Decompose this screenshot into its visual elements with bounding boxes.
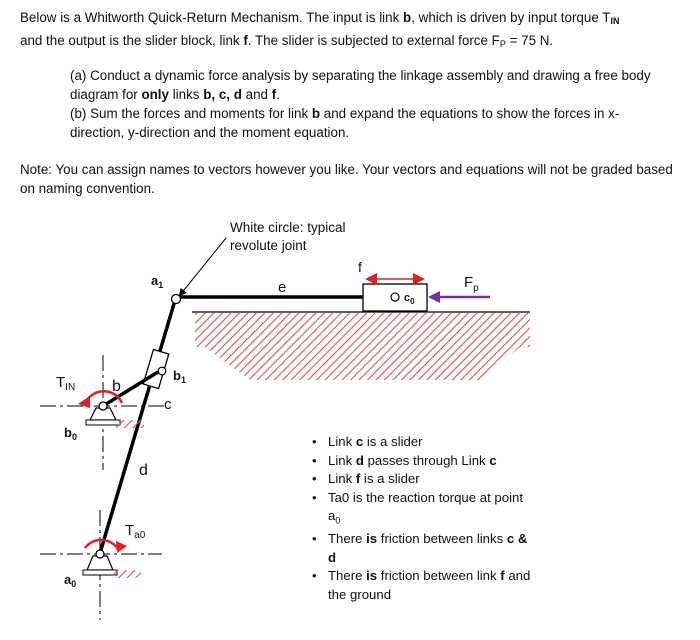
joint-a1	[172, 295, 181, 304]
a0-ground-hatch	[113, 570, 141, 578]
label-c0: $c_0$	[404, 292, 415, 306]
intro-line-2: and the output is the slider block, link f. The slider is subjected to external force $F_P = 75$ N.	[20, 33, 554, 49]
a0-pivot-foot	[83, 570, 117, 575]
ground-hatch	[195, 313, 530, 347]
label-a1: $a_1$	[151, 273, 164, 290]
note-item: • Link d passes through Link c	[312, 452, 532, 471]
label-b: b	[112, 378, 121, 395]
label-c: c	[164, 396, 172, 413]
label-f: f	[358, 259, 362, 275]
intro-line-1: Below is a Whitworth Quick-Return Mechanism. The input is link b, which is driven by input torque $T_{IN}$	[20, 10, 620, 26]
note-item: • Link c is a slider	[312, 433, 532, 452]
force-fp-arrowhead	[428, 291, 440, 303]
torque-ta0-arrowhead	[116, 541, 127, 553]
note-text: Note: You can assign names to vectors however you like. Your vectors and equations will not be graded based on naming convention.	[20, 162, 673, 196]
joint-a0	[96, 550, 104, 558]
joint-c0	[391, 293, 399, 301]
note-item: • Ta0 is the reaction torque at point $a_0$	[312, 489, 532, 531]
label-b0: $b_0$	[64, 425, 77, 442]
part-a: (a) Conduct a dynamic force analysis by separating the linkage assembly and drawing a free body diagram for only links b, c, d and f.	[70, 68, 651, 102]
label-e: e	[278, 279, 287, 296]
problem-intro	[20, 8, 680, 54]
joint-b1	[158, 367, 166, 375]
note-item: • Link f is a slider	[312, 470, 532, 489]
label-tin: $T_{IN}$	[56, 374, 76, 393]
label-fp: $F_p$	[464, 274, 479, 294]
part-b: (b) Sum the forces and moments for link b and expand the equations to show the forces in x-direction, y-direction and the moment equation.	[70, 106, 620, 140]
callout-leader-line	[180, 238, 226, 295]
note-item: • There is friction between link f and the ground	[312, 567, 532, 604]
note-item: • There is friction between links c & d	[312, 530, 532, 567]
b0-ground-hatch	[116, 420, 144, 428]
callout-text-line-1: White circle: typical	[230, 220, 346, 235]
ground-hatch-lower	[205, 347, 520, 380]
link-notes-list	[312, 433, 532, 604]
problem-parts	[70, 66, 670, 142]
b0-pivot-foot	[86, 420, 120, 425]
callout-text-line-2: revolute joint	[230, 238, 307, 253]
label-a0: $a_0$	[64, 572, 77, 589]
joint-b0	[99, 402, 107, 410]
label-d: d	[139, 462, 148, 479]
label-ta0: $T_{a0}$	[125, 522, 146, 541]
note-paragraph	[20, 160, 685, 198]
label-b1: $b_1$	[173, 368, 186, 385]
